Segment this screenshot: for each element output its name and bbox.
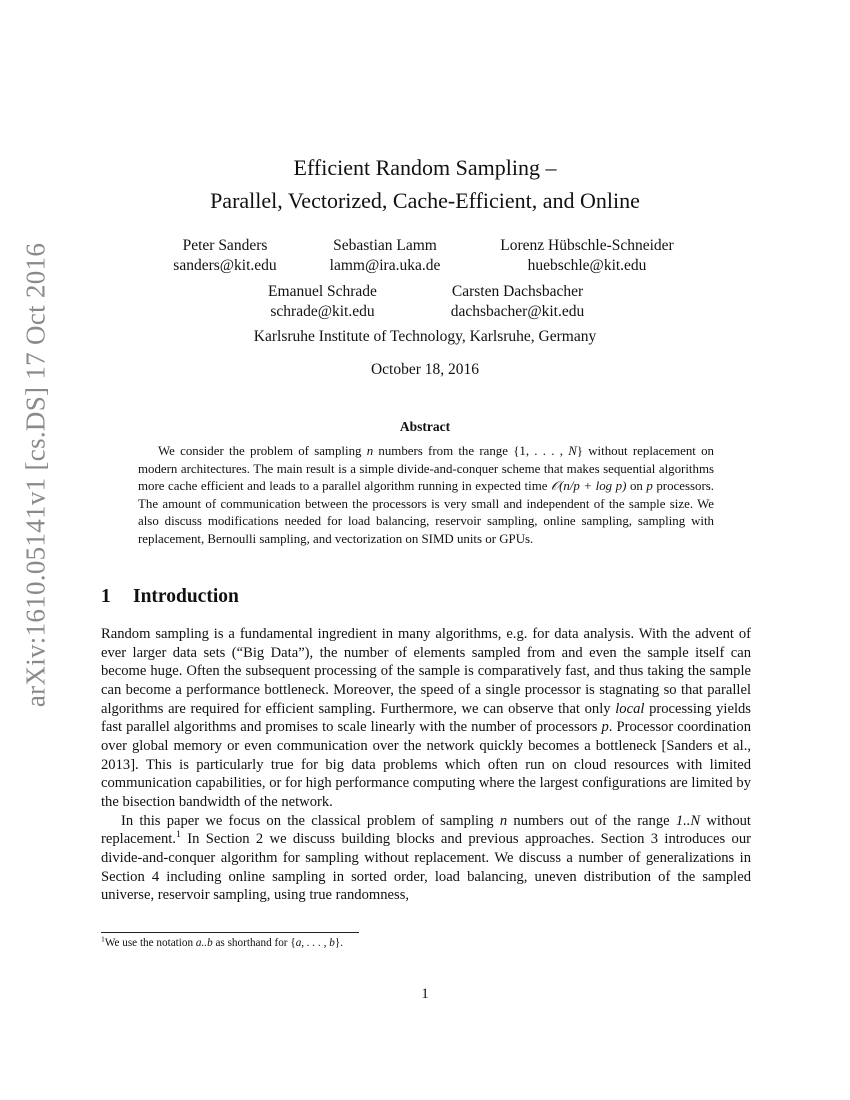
abstract-heading: Abstract bbox=[399, 419, 451, 434]
page-number: 1 bbox=[421, 986, 429, 1002]
section-number: 1 bbox=[101, 586, 111, 607]
affiliation: Karlsruhe Institute of Technology, Karlsruhe, Germany bbox=[253, 328, 597, 345]
section-title: Introduction bbox=[133, 586, 239, 607]
author-email: sanders@kit.edu bbox=[173, 257, 277, 274]
author-name: Lorenz Hübschle-Schneider bbox=[500, 237, 674, 254]
title-line-1: Efficient Random Sampling – bbox=[293, 155, 557, 180]
author-block bbox=[310, 236, 460, 276]
author-email: lamm@ira.uka.de bbox=[329, 257, 441, 274]
author-name: Carsten Dachsbacher bbox=[451, 283, 584, 300]
section-heading bbox=[101, 586, 239, 608]
paragraph: In this paper we focus on the classical problem of sampling n numbers out of the range 1..N without replacement.$^1$ In Section 2 we discuss building blocks and previous approaches. Section 3 introduces our divide-and-conquer algorithm for sampling without replacement. We discuss a number of generalizations in Section 4 including online sampling in sorted order, load balancing, uneven distribution of the sampled universe, reservoir sampling, using true randomness, bbox=[101, 812, 751, 904]
author-block bbox=[150, 236, 300, 276]
author-name: Sebastian Lamm bbox=[333, 237, 437, 254]
author-email: schrade@kit.edu bbox=[270, 303, 375, 320]
paragraph: Random sampling is a fundamental ingredient in many algorithms, e.g. for data analysis. With the advent of ever larger data sets (“Big Data”), the number of elements sampled from and even the sample itself can become huge. Often the subsequent processing of the sample is comparatively fast, and thus taking the sample can become a performance bottleneck. Moreover, the speed of a single processor is stagnating so that parallel algorithms are required for efficient sampling. Furthermore, we can observe that only local processing yields fast parallel algorithms and promises to scale linearly with the number of processors p. Processor coordination over global memory or even communication over the network quickly becomes a bottleneck [Sanders et al., 2013]. This is particularly true for big data problems which often run on cloud resources with limited communication capabilities, or for high performance computing where the largest configurations are limited by the bisection bandwidth of the network. bbox=[101, 626, 751, 810]
footnote: $^1$We use the notation a..b as shorthand for {a, . . . , b}. bbox=[101, 934, 344, 949]
publication-date: October 18, 2016 bbox=[370, 361, 480, 378]
author-email: huebschle@kit.edu bbox=[527, 257, 647, 274]
introduction-text bbox=[101, 625, 751, 905]
footnote-divider bbox=[101, 932, 359, 933]
title-line-2: Parallel, Vectorized, Cache-Efficient, and Online bbox=[210, 188, 640, 213]
author-name: Emanuel Schrade bbox=[268, 283, 377, 300]
author-email: dachsbacher@kit.edu bbox=[450, 303, 585, 320]
paper-title bbox=[0, 151, 850, 217]
footnote-marker[interactable]: 1 bbox=[175, 829, 181, 841]
author-block bbox=[472, 236, 702, 276]
author-name: Peter Sanders bbox=[182, 237, 268, 254]
arxiv-identifier-stamp: arXiv:1610.05141v1 [cs.DS] 17 Oct 2016 bbox=[20, 242, 51, 708]
abstract-text: We consider the problem of sampling n numbers from the range {1, . . . , N} without replacement on modern architectures. The main result is a simple divide-and-conquer scheme that makes sequential algorithms more cache efficient and leads to a parallel algorithm running in expected time 𝒪(n/p + log p) on p processors. The amount of communication between the processors is very small and independent of the sample size. We also discuss modifications needed for load balancing, reservoir sampling, online sampling, sampling with replacement, Bernoulli sampling, and vectorization on SIMD units or GPUs. bbox=[138, 444, 715, 546]
author-block bbox=[240, 282, 405, 322]
author-block bbox=[425, 282, 610, 322]
